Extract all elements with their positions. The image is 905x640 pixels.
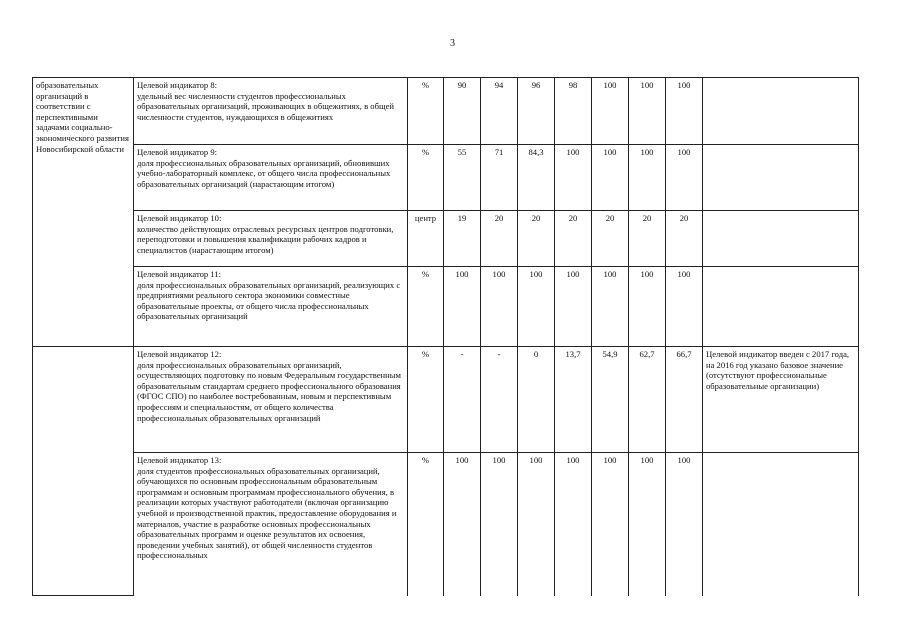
value-cell: 100 (481, 267, 518, 347)
indicator-description: доля профессиональных образовательных организаций, реализующих с предприятиями реального сектора экономики совместные образовательные проекты, от общего числа профессиональных образовательных организаций (137, 279, 401, 322)
indicator-description: удельный вес численности студентов профессиональных образовательных организаций, проживающих в общежитиях, в общей численности студентов, нуждающихся в общежитиях (137, 90, 394, 122)
note-cell (703, 267, 859, 347)
note-cell (703, 78, 859, 145)
indicators-table (32, 77, 859, 596)
indicator-cell (134, 78, 408, 145)
indicator-title: Целевой индикатор 10: (137, 213, 222, 223)
value-cell: 100 (629, 267, 666, 347)
value-cell: 20 (666, 211, 703, 267)
value-cell: 66,7 (666, 347, 703, 453)
page-number: 3 (450, 38, 455, 49)
value-cell: 100 (592, 267, 629, 347)
value-cell: 100 (481, 453, 518, 596)
indicator-description: доля студентов профессиональных образовательных организаций, обучающихся по основным профессиональным образовательным программам и основным программам профессионального обучения, в реализации которых участвуют работодатели (включая организацию учебной и производственной практик, предоставление оборудования и материалов, участие в разработке основных профессиональных образовательных программ и оценке результатов их освоения, проведении учебных занятий), от общей численности студентов профессиональных (137, 465, 397, 561)
note-cell (703, 453, 859, 596)
value-cell: - (444, 347, 481, 453)
value-cell: 20 (592, 211, 629, 267)
value-cell: 90 (444, 78, 481, 145)
value-cell: 100 (444, 267, 481, 347)
table-row (33, 211, 859, 267)
value-cell: 19 (444, 211, 481, 267)
indicator-description: доля профессиональных образовательных организаций, осуществляющих подготовку по новым Федеральным государственным образовательным стандартам среднего профессионального образования (ФГОС СПО) по наиболее востребованным, новым и перспективным профессиям и специальностям, от общего количества профессиональных образовательных организаций (137, 359, 401, 423)
value-cell: 100 (555, 145, 592, 211)
value-cell: 100 (629, 453, 666, 596)
note-cell (703, 211, 859, 267)
value-cell: 71 (481, 145, 518, 211)
value-cell: 100 (666, 78, 703, 145)
value-cell: 100 (629, 78, 666, 145)
indicator-description: доля профессиональных образовательных организаций, обновивших учебно-лабораторный комплекс, от общего числа профессиональных образовательных организаций (нарастающим итогом) (137, 157, 391, 189)
value-cell: 94 (481, 78, 518, 145)
indicator-cell (134, 145, 408, 211)
value-cell: 100 (629, 145, 666, 211)
unit-cell: % (408, 267, 444, 347)
unit-cell: центр (408, 211, 444, 267)
section-cell: образовательных организаций в соответствии с перспективными задачами социально-экономического развития Новосибирской области (33, 78, 134, 347)
value-cell: 13,7 (555, 347, 592, 453)
value-cell: 100 (555, 453, 592, 596)
value-cell: 20 (555, 211, 592, 267)
unit-cell: % (408, 347, 444, 453)
value-cell: 55 (444, 145, 481, 211)
value-cell: 100 (518, 453, 555, 596)
value-cell: 62,7 (629, 347, 666, 453)
table-row (33, 267, 859, 347)
value-cell: 100 (592, 453, 629, 596)
indicator-title: Целевой индикатор 12: (137, 349, 222, 359)
unit-cell: % (408, 145, 444, 211)
table-row (33, 347, 859, 453)
value-cell: 100 (518, 267, 555, 347)
value-cell: - (481, 347, 518, 453)
indicator-title: Целевой индикатор 13: (137, 455, 222, 465)
value-cell: 98 (555, 78, 592, 145)
value-cell: 100 (666, 453, 703, 596)
value-cell: 20 (629, 211, 666, 267)
value-cell: 96 (518, 78, 555, 145)
value-cell: 20 (518, 211, 555, 267)
indicator-title: Целевой индикатор 9: (137, 147, 218, 157)
value-cell: 100 (444, 453, 481, 596)
value-cell: 54,9 (592, 347, 629, 453)
value-cell: 100 (666, 145, 703, 211)
table-row (33, 453, 859, 596)
indicator-title: Целевой индикатор 8: (137, 80, 218, 90)
value-cell: 100 (592, 145, 629, 211)
value-cell: 20 (481, 211, 518, 267)
unit-cell: % (408, 453, 444, 596)
indicator-cell (134, 347, 408, 453)
unit-cell: % (408, 78, 444, 145)
note-cell: Целевой индикатор введен с 2017 года, на 2016 год указано базовое значение (отсутствуют профессиональные образовательные организации) (703, 347, 859, 453)
indicator-cell (134, 211, 408, 267)
section-cell-empty (33, 347, 134, 596)
note-cell (703, 145, 859, 211)
table-row (33, 145, 859, 211)
indicator-cell (134, 267, 408, 347)
value-cell: 100 (555, 267, 592, 347)
indicator-cell (134, 453, 408, 596)
table-row (33, 78, 859, 145)
value-cell: 100 (592, 78, 629, 145)
indicator-description: количество действующих отраслевых ресурсных центров подготовки, переподготовки и повышения квалификации рабочих кадров и специалистов (нарастающим итогом) (137, 223, 394, 255)
value-cell: 100 (666, 267, 703, 347)
value-cell: 0 (518, 347, 555, 453)
indicator-title: Целевой индикатор 11: (137, 269, 222, 279)
value-cell: 84,3 (518, 145, 555, 211)
